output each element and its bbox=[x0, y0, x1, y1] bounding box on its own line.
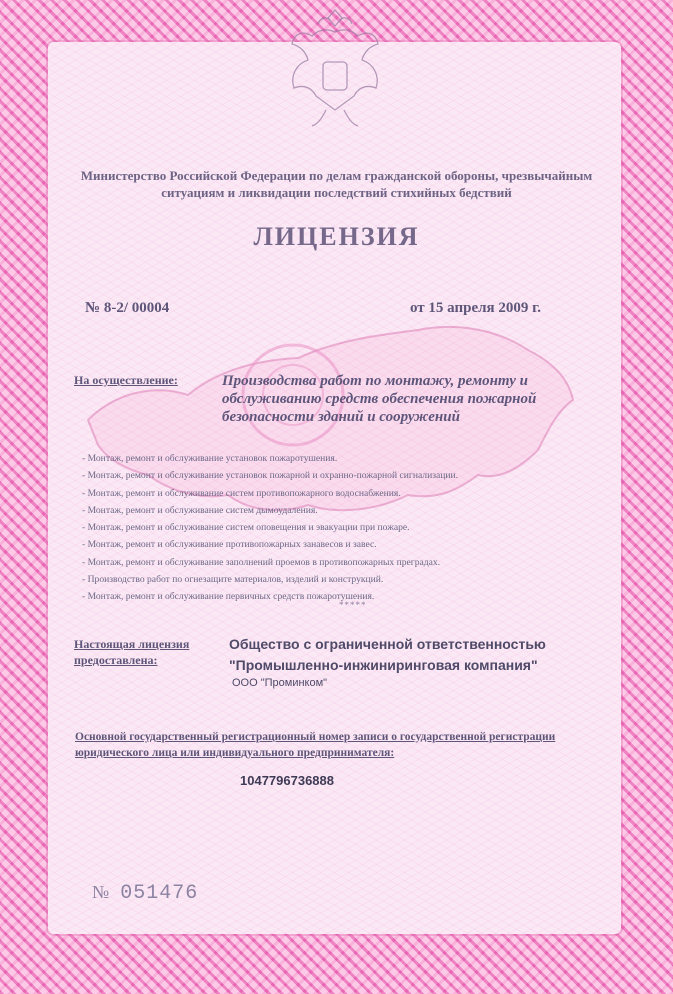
activity-label: На осуществление: bbox=[74, 373, 178, 387]
ministry-name: Министерство Российской Федерации по делам гражданской обороны, чрезвычайным ситуациям и ликвидации последствий стихийных бедствий bbox=[80, 168, 593, 200]
blank-serial bbox=[92, 882, 198, 905]
granted-label-line-2: предоставлена: bbox=[74, 653, 158, 667]
granted-label-line-1: Настоящая лицензия bbox=[74, 637, 190, 651]
licensed-activity: Производства работ по монтажу, ремонту и обслуживанию средств обеспечения пожарной безопасности зданий и сооружений bbox=[222, 373, 537, 425]
list-item: - Монтаж, ремонт и обслуживание систем оповещения и эвакуации при пожаре. bbox=[82, 522, 410, 534]
list-item: - Производство работ по огнезащите материалов, изделий и конструкций. bbox=[82, 574, 384, 586]
company-name bbox=[229, 634, 546, 676]
list-item: - Монтаж, ремонт и обслуживание установок пожарной и охранно-пожарной сигнализации. bbox=[82, 470, 459, 482]
ogrn-label: Основной государственный регистрационный номер записи о государственной регистрации юридического лица или индивидуального предпринимателя: bbox=[75, 731, 556, 759]
separator-stars: ***** bbox=[339, 600, 367, 610]
list-item: - Монтаж, ремонт и обслуживание первичных средств пожаротушения. bbox=[82, 591, 375, 603]
blank-number: 051476 bbox=[120, 882, 199, 905]
blank-number-sign: № bbox=[92, 882, 111, 902]
ogrn-number: 1047796736888 bbox=[240, 773, 334, 788]
list-item: - Монтаж, ремонт и обслуживание противопожарных занавесов и завес. bbox=[82, 539, 377, 551]
license-number: № 8-2/ 00004 bbox=[85, 300, 170, 316]
document-title: ЛИЦЕНЗИЯ bbox=[253, 222, 420, 251]
works-list bbox=[82, 450, 458, 606]
list-item: - Монтаж, ремонт и обслуживание систем дымоудаления. bbox=[82, 504, 318, 516]
company-short-name: ООО "Проминком" bbox=[232, 677, 328, 689]
list-item: - Монтаж, ремонт и обслуживание систем противопожарного водоснабжения. bbox=[82, 487, 401, 499]
granted-label bbox=[74, 636, 189, 668]
company-name-line-2: "Промышленно-инжиниринговая компания" bbox=[229, 657, 538, 673]
list-item: - Монтаж, ремонт и обслуживание заполнений проемов в противопожарных преградах. bbox=[82, 556, 441, 568]
list-item: - Монтаж, ремонт и обслуживание установок пожаротушения. bbox=[82, 453, 338, 464]
company-name-line-1: Общество с ограниченной ответственностью bbox=[229, 636, 546, 652]
license-date: от 15 апреля 2009 г. bbox=[410, 300, 542, 316]
coat-of-arms-icon bbox=[282, 6, 388, 130]
